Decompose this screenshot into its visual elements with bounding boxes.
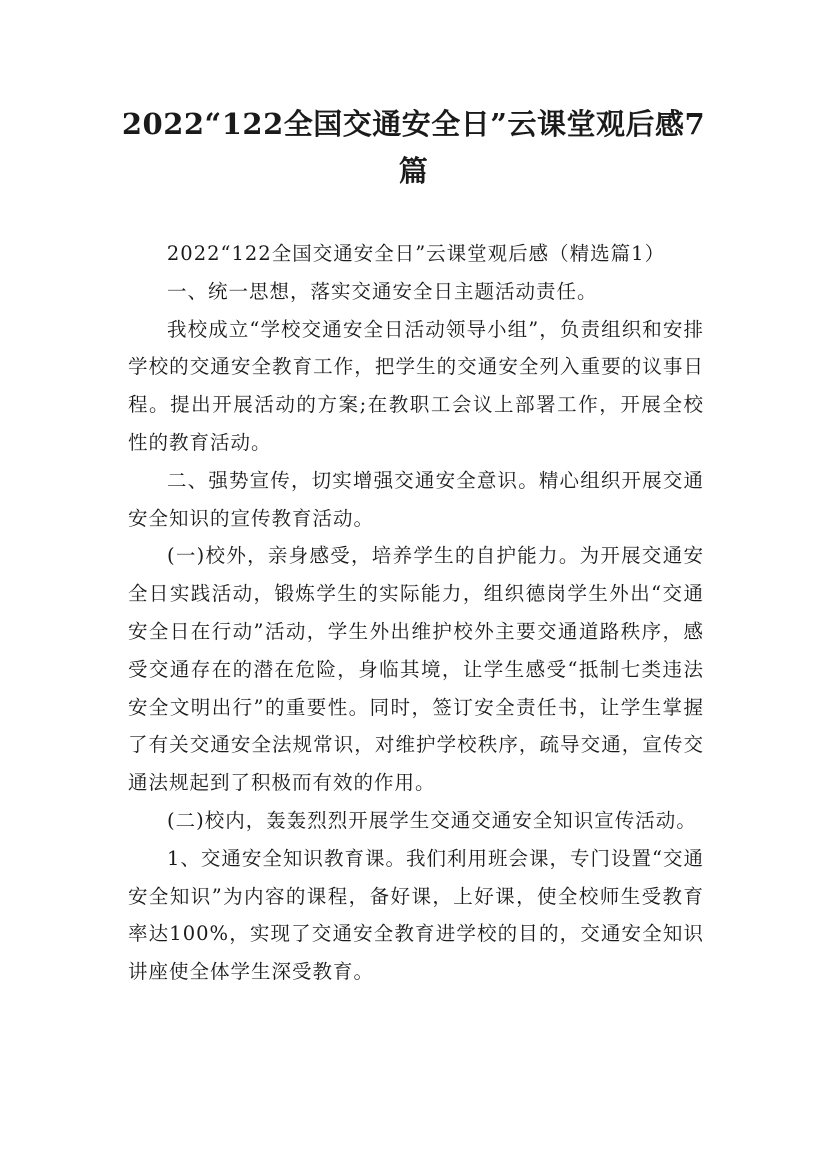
paragraph: 我校成立“学校交通安全日活动领导小组”，负责组织和安排学校的交通安全教育工作，把学生的交通安全列入重要的议事日程。提出开展活动的方案;在教职工会议上部署工作，开展全校性的教育活动。 bbox=[128, 317, 704, 454]
paragraph: (二)校内，轰轰烈烈开展学生交通交通安全知识宣传活动。 bbox=[167, 808, 697, 832]
paragraph: 一、统一思想，落实交通安全日主题活动责任。 bbox=[167, 279, 598, 303]
document-body bbox=[128, 235, 704, 991]
document-title: 2022“122全国交通安全日”云课堂观后感7篇 bbox=[121, 107, 706, 188]
section-heading: 2022“122全国交通安全日”云课堂观后感（精选篇1） bbox=[166, 242, 666, 265]
paragraph: 二、强势宣传，切实增强交通安全意识。精心组织开展交通安全知识的宣传教育活动。 bbox=[128, 468, 704, 530]
paragraph: 1、交通安全知识教育课。我们利用班会课，专门设置“交通安全知识”为内容的课程，备好课，上好课，使全校师生受教育率达100%，实现了交通安全教育进学校的目的，交通安全知识讲座使全体学生深受教育。 bbox=[128, 846, 704, 984]
paragraph: (一)校外，亲身感受，培养学生的自护能力。为开展交通安全日实践活动，锻炼学生的实际能力，组织德岗学生外出“交通安全日在行动”活动，学生外出维护校外主要交通道路秩序，感受交通存在的潜在危险，身临其境，让学生感受“抵制七类违法安全文明出行”的重要性。同时，签订安全责任书，让学生掌握了有关交通安全法规常识，对维护学校秩序，疏导交通，宣传交通法规起到了积极而有效的作用。 bbox=[128, 544, 704, 795]
